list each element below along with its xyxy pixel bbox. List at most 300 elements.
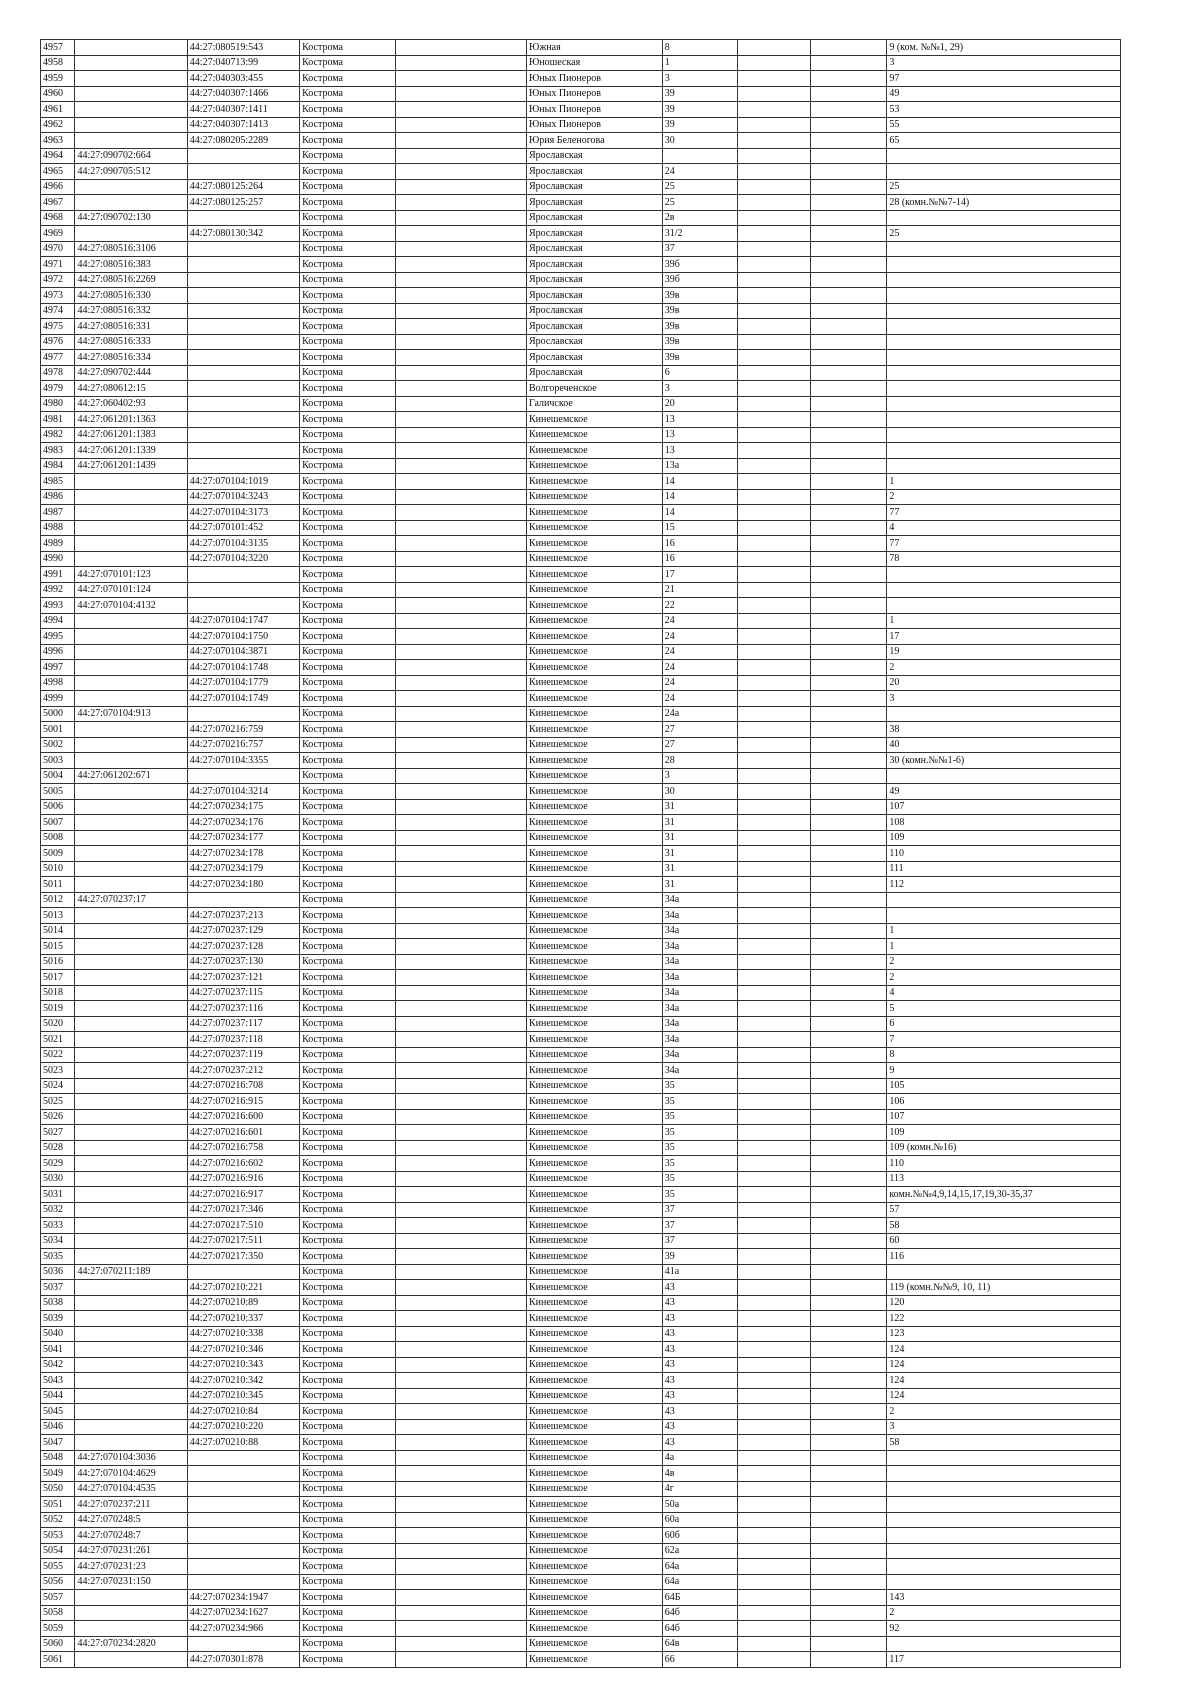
table-row bbox=[41, 1171, 1121, 1187]
apartment-cell bbox=[887, 706, 1121, 722]
house-number-cell bbox=[662, 148, 738, 164]
premises-cadastral-number-cell bbox=[187, 1543, 299, 1559]
apartment-cell: 1 bbox=[887, 474, 1121, 490]
premises-cadastral-number-cell: 44:27:040307:1466 bbox=[187, 86, 299, 102]
city-cell: Кострома bbox=[300, 1528, 396, 1544]
building-cell bbox=[738, 908, 810, 924]
table-row bbox=[41, 1466, 1121, 1482]
table-row bbox=[41, 892, 1121, 908]
house-number-cell: 24 bbox=[662, 691, 738, 707]
apartment-cell: 110 bbox=[887, 846, 1121, 862]
building-cell bbox=[738, 210, 810, 226]
apartment-cell: 1 bbox=[887, 939, 1121, 955]
building-cell bbox=[738, 86, 810, 102]
district-cell bbox=[395, 536, 526, 552]
city-cell: Кострома bbox=[300, 877, 396, 893]
street-cell: Кинешемское bbox=[527, 985, 663, 1001]
apartment-cell bbox=[887, 1543, 1121, 1559]
premises-cadastral-number-cell: 44:27:070210:220 bbox=[187, 1419, 299, 1435]
street-cell: Ярославская bbox=[527, 241, 663, 257]
building-cell bbox=[738, 427, 810, 443]
premises-cadastral-number-cell: 44:27:070104:3173 bbox=[187, 505, 299, 521]
apartment-cell bbox=[887, 1497, 1121, 1513]
table-row bbox=[41, 1419, 1121, 1435]
premises-cadastral-number-cell: 44:27:070217:346 bbox=[187, 1202, 299, 1218]
row-number-cell: 5028 bbox=[41, 1140, 75, 1156]
premises-cadastral-number-cell bbox=[187, 288, 299, 304]
table-row bbox=[41, 675, 1121, 691]
district-cell bbox=[395, 954, 526, 970]
building-cadastral-number-cell: 44:27:070101:123 bbox=[75, 567, 187, 583]
district-cell bbox=[395, 861, 526, 877]
house-number-cell: 13 bbox=[662, 443, 738, 459]
building-cell bbox=[738, 1125, 810, 1141]
apartment-cell bbox=[887, 1264, 1121, 1280]
city-cell: Кострома bbox=[300, 815, 396, 831]
city-cell: Кострома bbox=[300, 1202, 396, 1218]
structure-cell bbox=[810, 939, 887, 955]
building-cadastral-number-cell: 44:27:070104:913 bbox=[75, 706, 187, 722]
apartment-cell bbox=[887, 1559, 1121, 1575]
apartment-cell bbox=[887, 272, 1121, 288]
premises-cadastral-number-cell: 44:27:070104:3220 bbox=[187, 551, 299, 567]
building-cadastral-number-cell bbox=[75, 505, 187, 521]
street-cell: Кинешемское bbox=[527, 1094, 663, 1110]
building-cadastral-number-cell bbox=[75, 1280, 187, 1296]
house-number-cell: 14 bbox=[662, 505, 738, 521]
row-number-cell: 5013 bbox=[41, 908, 75, 924]
district-cell bbox=[395, 644, 526, 660]
district-cell bbox=[395, 303, 526, 319]
table-row bbox=[41, 877, 1121, 893]
premises-cadastral-number-cell bbox=[187, 892, 299, 908]
building-cell bbox=[738, 815, 810, 831]
structure-cell bbox=[810, 1016, 887, 1032]
district-cell bbox=[395, 675, 526, 691]
premises-cadastral-number-cell: 44:27:070104:1748 bbox=[187, 660, 299, 676]
table-row bbox=[41, 768, 1121, 784]
city-cell: Кострома bbox=[300, 722, 396, 738]
premises-cadastral-number-cell: 44:27:070237:119 bbox=[187, 1047, 299, 1063]
city-cell: Кострома bbox=[300, 629, 396, 645]
house-number-cell: 24 bbox=[662, 675, 738, 691]
building-cadastral-number-cell bbox=[75, 1357, 187, 1373]
city-cell: Кострома bbox=[300, 1264, 396, 1280]
structure-cell bbox=[810, 288, 887, 304]
apartment-cell bbox=[887, 427, 1121, 443]
apartment-cell bbox=[887, 443, 1121, 459]
apartment-cell bbox=[887, 396, 1121, 412]
row-number-cell: 5051 bbox=[41, 1497, 75, 1513]
city-cell: Кострома bbox=[300, 1218, 396, 1234]
district-cell bbox=[395, 381, 526, 397]
table-row bbox=[41, 1156, 1121, 1172]
city-cell: Кострома bbox=[300, 86, 396, 102]
building-cell bbox=[738, 1621, 810, 1637]
table-row bbox=[41, 861, 1121, 877]
apartment-cell: 78 bbox=[887, 551, 1121, 567]
table-row bbox=[41, 210, 1121, 226]
district-cell bbox=[395, 1109, 526, 1125]
premises-cadastral-number-cell: 44:27:070101:452 bbox=[187, 520, 299, 536]
building-cadastral-number-cell bbox=[75, 954, 187, 970]
building-cadastral-number-cell bbox=[75, 1590, 187, 1606]
house-number-cell: 1 bbox=[662, 55, 738, 71]
city-cell: Кострома bbox=[300, 846, 396, 862]
apartment-cell: 2 bbox=[887, 954, 1121, 970]
table-row bbox=[41, 970, 1121, 986]
structure-cell bbox=[810, 396, 887, 412]
row-number-cell: 4965 bbox=[41, 164, 75, 180]
structure-cell bbox=[810, 1528, 887, 1544]
building-cell bbox=[738, 272, 810, 288]
house-number-cell: 35 bbox=[662, 1156, 738, 1172]
table-row bbox=[41, 303, 1121, 319]
city-cell: Кострома bbox=[300, 1404, 396, 1420]
building-cadastral-number-cell: 44:27:070237:211 bbox=[75, 1497, 187, 1513]
building-cell bbox=[738, 1388, 810, 1404]
row-number-cell: 4966 bbox=[41, 179, 75, 195]
house-number-cell: 24 bbox=[662, 644, 738, 660]
city-cell: Кострома bbox=[300, 1233, 396, 1249]
structure-cell bbox=[810, 1264, 887, 1280]
apartment-cell bbox=[887, 241, 1121, 257]
building-cell bbox=[738, 102, 810, 118]
table-row bbox=[41, 1574, 1121, 1590]
table-row bbox=[41, 1218, 1121, 1234]
district-cell bbox=[395, 691, 526, 707]
table-row bbox=[41, 350, 1121, 366]
city-cell: Кострома bbox=[300, 179, 396, 195]
building-cell bbox=[738, 1001, 810, 1017]
city-cell: Кострома bbox=[300, 427, 396, 443]
building-cadastral-number-cell bbox=[75, 815, 187, 831]
structure-cell bbox=[810, 1140, 887, 1156]
structure-cell bbox=[810, 1357, 887, 1373]
row-number-cell: 4987 bbox=[41, 505, 75, 521]
city-cell: Кострома bbox=[300, 1621, 396, 1637]
apartment-cell bbox=[887, 1481, 1121, 1497]
building-cell bbox=[738, 892, 810, 908]
apartment-cell: 120 bbox=[887, 1295, 1121, 1311]
apartment-cell: 57 bbox=[887, 1202, 1121, 1218]
structure-cell bbox=[810, 737, 887, 753]
apartment-cell bbox=[887, 303, 1121, 319]
street-cell: Кинешемское bbox=[527, 1590, 663, 1606]
structure-cell bbox=[810, 613, 887, 629]
premises-cadastral-number-cell bbox=[187, 1528, 299, 1544]
premises-cadastral-number-cell bbox=[187, 1512, 299, 1528]
apartment-cell: 124 bbox=[887, 1357, 1121, 1373]
building-cell bbox=[738, 443, 810, 459]
building-cell bbox=[738, 195, 810, 211]
building-cadastral-number-cell bbox=[75, 1652, 187, 1668]
row-number-cell: 5029 bbox=[41, 1156, 75, 1172]
structure-cell bbox=[810, 691, 887, 707]
row-number-cell: 4992 bbox=[41, 582, 75, 598]
building-cadastral-number-cell bbox=[75, 1621, 187, 1637]
row-number-cell: 4995 bbox=[41, 629, 75, 645]
house-number-cell: 50а bbox=[662, 1497, 738, 1513]
house-number-cell: 60а bbox=[662, 1512, 738, 1528]
building-cell bbox=[738, 1435, 810, 1451]
row-number-cell: 4983 bbox=[41, 443, 75, 459]
city-cell: Кострома bbox=[300, 288, 396, 304]
apartment-cell: 113 bbox=[887, 1171, 1121, 1187]
building-cadastral-number-cell bbox=[75, 1187, 187, 1203]
street-cell: Кинешемское bbox=[527, 551, 663, 567]
premises-cadastral-number-cell bbox=[187, 427, 299, 443]
city-cell: Кострома bbox=[300, 644, 396, 660]
row-number-cell: 4998 bbox=[41, 675, 75, 691]
building-cadastral-number-cell: 44:27:060402:93 bbox=[75, 396, 187, 412]
city-cell: Кострома bbox=[300, 768, 396, 784]
city-cell: Кострома bbox=[300, 1373, 396, 1389]
table-row bbox=[41, 1590, 1121, 1606]
street-cell: Кинешемское bbox=[527, 1466, 663, 1482]
house-number-cell: 43 bbox=[662, 1435, 738, 1451]
premises-cadastral-number-cell: 44:27:070210:337 bbox=[187, 1311, 299, 1327]
row-number-cell: 4959 bbox=[41, 71, 75, 87]
row-number-cell: 5058 bbox=[41, 1605, 75, 1621]
district-cell bbox=[395, 1249, 526, 1265]
building-cell bbox=[738, 675, 810, 691]
building-cadastral-number-cell bbox=[75, 1202, 187, 1218]
row-number-cell: 5039 bbox=[41, 1311, 75, 1327]
premises-cadastral-number-cell bbox=[187, 272, 299, 288]
table-row bbox=[41, 1202, 1121, 1218]
table-row bbox=[41, 536, 1121, 552]
city-cell: Кострома bbox=[300, 551, 396, 567]
premises-cadastral-number-cell bbox=[187, 1574, 299, 1590]
house-number-cell: 35 bbox=[662, 1109, 738, 1125]
city-cell: Кострома bbox=[300, 1187, 396, 1203]
row-number-cell: 5057 bbox=[41, 1590, 75, 1606]
apartment-cell: 97 bbox=[887, 71, 1121, 87]
building-cadastral-number-cell: 44:27:070231:261 bbox=[75, 1543, 187, 1559]
property-register-table bbox=[40, 39, 1121, 1668]
building-cadastral-number-cell: 44:27:080516:332 bbox=[75, 303, 187, 319]
district-cell bbox=[395, 1094, 526, 1110]
house-number-cell: 35 bbox=[662, 1187, 738, 1203]
street-cell: Юрия Беленогова bbox=[527, 133, 663, 149]
building-cadastral-number-cell bbox=[75, 1295, 187, 1311]
building-cell bbox=[738, 1032, 810, 1048]
city-cell: Кострома bbox=[300, 257, 396, 273]
structure-cell bbox=[810, 706, 887, 722]
building-cadastral-number-cell bbox=[75, 551, 187, 567]
building-cell bbox=[738, 55, 810, 71]
district-cell bbox=[395, 582, 526, 598]
district-cell bbox=[395, 86, 526, 102]
house-number-cell: 35 bbox=[662, 1125, 738, 1141]
building-cadastral-number-cell: 44:27:070104:4535 bbox=[75, 1481, 187, 1497]
premises-cadastral-number-cell: 44:27:070104:1749 bbox=[187, 691, 299, 707]
premises-cadastral-number-cell: 44:27:070234:176 bbox=[187, 815, 299, 831]
row-number-cell: 4962 bbox=[41, 117, 75, 133]
building-cadastral-number-cell bbox=[75, 1047, 187, 1063]
building-cadastral-number-cell bbox=[75, 1016, 187, 1032]
building-cell bbox=[738, 505, 810, 521]
building-cadastral-number-cell: 44:27:061201:1339 bbox=[75, 443, 187, 459]
house-number-cell: 24 bbox=[662, 164, 738, 180]
building-cadastral-number-cell bbox=[75, 1435, 187, 1451]
apartment-cell: 19 bbox=[887, 644, 1121, 660]
structure-cell bbox=[810, 272, 887, 288]
house-number-cell: 60б bbox=[662, 1528, 738, 1544]
premises-cadastral-number-cell: 44:27:070237:128 bbox=[187, 939, 299, 955]
premises-cadastral-number-cell: 44:27:080519:543 bbox=[187, 40, 299, 56]
row-number-cell: 4994 bbox=[41, 613, 75, 629]
structure-cell bbox=[810, 1311, 887, 1327]
building-cell bbox=[738, 1528, 810, 1544]
premises-cadastral-number-cell: 44:27:070210:221 bbox=[187, 1280, 299, 1296]
table-row bbox=[41, 985, 1121, 1001]
street-cell: Кинешемское bbox=[527, 1187, 663, 1203]
district-cell bbox=[395, 768, 526, 784]
apartment-cell: 124 bbox=[887, 1373, 1121, 1389]
row-number-cell: 5046 bbox=[41, 1419, 75, 1435]
building-cadastral-number-cell bbox=[75, 1373, 187, 1389]
building-cadastral-number-cell bbox=[75, 226, 187, 242]
street-cell: Кинешемское bbox=[527, 443, 663, 459]
premises-cadastral-number-cell: 44:27:080130:342 bbox=[187, 226, 299, 242]
row-number-cell: 5019 bbox=[41, 1001, 75, 1017]
structure-cell bbox=[810, 1109, 887, 1125]
street-cell: Кинешемское bbox=[527, 846, 663, 862]
apartment-cell: 5 bbox=[887, 1001, 1121, 1017]
house-number-cell: 43 bbox=[662, 1342, 738, 1358]
house-number-cell: 64б bbox=[662, 1621, 738, 1637]
row-number-cell: 5032 bbox=[41, 1202, 75, 1218]
building-cadastral-number-cell bbox=[75, 799, 187, 815]
building-cadastral-number-cell bbox=[75, 1063, 187, 1079]
table-row bbox=[41, 241, 1121, 257]
street-cell: Волгореченское bbox=[527, 381, 663, 397]
building-cell bbox=[738, 117, 810, 133]
street-cell: Кинешемское bbox=[527, 1233, 663, 1249]
building-cell bbox=[738, 1357, 810, 1373]
table-row bbox=[41, 567, 1121, 583]
premises-cadastral-number-cell: 44:27:070217:510 bbox=[187, 1218, 299, 1234]
table-row bbox=[41, 1388, 1121, 1404]
apartment-cell: 17 bbox=[887, 629, 1121, 645]
house-number-cell: 27 bbox=[662, 737, 738, 753]
building-cadastral-number-cell bbox=[75, 985, 187, 1001]
premises-cadastral-number-cell bbox=[187, 598, 299, 614]
house-number-cell: 64б bbox=[662, 1605, 738, 1621]
district-cell bbox=[395, 939, 526, 955]
house-number-cell: 43 bbox=[662, 1373, 738, 1389]
table-row bbox=[41, 1311, 1121, 1327]
building-cell bbox=[738, 1094, 810, 1110]
premises-cadastral-number-cell: 44:27:070301:878 bbox=[187, 1652, 299, 1668]
apartment-cell: 58 bbox=[887, 1435, 1121, 1451]
city-cell: Кострома bbox=[300, 1156, 396, 1172]
structure-cell bbox=[810, 536, 887, 552]
district-cell bbox=[395, 1311, 526, 1327]
premises-cadastral-number-cell bbox=[187, 319, 299, 335]
district-cell bbox=[395, 985, 526, 1001]
apartment-cell: 7 bbox=[887, 1032, 1121, 1048]
building-cell bbox=[738, 629, 810, 645]
city-cell: Кострома bbox=[300, 1559, 396, 1575]
district-cell bbox=[395, 226, 526, 242]
table-row bbox=[41, 489, 1121, 505]
structure-cell bbox=[810, 877, 887, 893]
city-cell: Кострома bbox=[300, 1652, 396, 1668]
table-row bbox=[41, 458, 1121, 474]
district-cell bbox=[395, 551, 526, 567]
premises-cadastral-number-cell: 44:27:070216:600 bbox=[187, 1109, 299, 1125]
street-cell: Кинешемское bbox=[527, 1295, 663, 1311]
city-cell: Кострома bbox=[300, 55, 396, 71]
street-cell: Кинешемское bbox=[527, 970, 663, 986]
structure-cell bbox=[810, 1435, 887, 1451]
structure-cell bbox=[810, 55, 887, 71]
premises-cadastral-number-cell: 44:27:080125:264 bbox=[187, 179, 299, 195]
structure-cell bbox=[810, 1047, 887, 1063]
district-cell bbox=[395, 1342, 526, 1358]
apartment-cell: 107 bbox=[887, 1109, 1121, 1125]
street-cell: Кинешемское bbox=[527, 1543, 663, 1559]
street-cell: Кинешемское bbox=[527, 582, 663, 598]
building-cell bbox=[738, 691, 810, 707]
city-cell: Кострома bbox=[300, 660, 396, 676]
city-cell: Кострома bbox=[300, 1109, 396, 1125]
building-cell bbox=[738, 551, 810, 567]
building-cell bbox=[738, 1497, 810, 1513]
apartment-cell: 124 bbox=[887, 1388, 1121, 1404]
table-row bbox=[41, 396, 1121, 412]
apartment-cell: 77 bbox=[887, 505, 1121, 521]
street-cell: Кинешемское bbox=[527, 1047, 663, 1063]
apartment-cell: 106 bbox=[887, 1094, 1121, 1110]
apartment-cell bbox=[887, 1450, 1121, 1466]
premises-cadastral-number-cell: 44:27:070217:350 bbox=[187, 1249, 299, 1265]
district-cell bbox=[395, 1574, 526, 1590]
district-cell bbox=[395, 1636, 526, 1652]
apartment-cell: 6 bbox=[887, 1016, 1121, 1032]
table-row bbox=[41, 1512, 1121, 1528]
structure-cell bbox=[810, 226, 887, 242]
row-number-cell: 4984 bbox=[41, 458, 75, 474]
house-number-cell: 39 bbox=[662, 86, 738, 102]
district-cell bbox=[395, 1590, 526, 1606]
district-cell bbox=[395, 1388, 526, 1404]
city-cell: Кострома bbox=[300, 1249, 396, 1265]
street-cell: Кинешемское bbox=[527, 1357, 663, 1373]
apartment-cell: 109 (комн.№16) bbox=[887, 1140, 1121, 1156]
apartment-cell: 9 (ком. №№1, 29) bbox=[887, 40, 1121, 56]
premises-cadastral-number-cell bbox=[187, 706, 299, 722]
row-number-cell: 5041 bbox=[41, 1342, 75, 1358]
premises-cadastral-number-cell bbox=[187, 1636, 299, 1652]
district-cell bbox=[395, 1559, 526, 1575]
street-cell: Кинешемское bbox=[527, 1559, 663, 1575]
house-number-cell: 34а bbox=[662, 1032, 738, 1048]
structure-cell bbox=[810, 1156, 887, 1172]
row-number-cell: 4997 bbox=[41, 660, 75, 676]
row-number-cell: 5009 bbox=[41, 846, 75, 862]
row-number-cell: 4981 bbox=[41, 412, 75, 428]
street-cell: Кинешемское bbox=[527, 1512, 663, 1528]
house-number-cell: 62а bbox=[662, 1543, 738, 1559]
row-number-cell: 4974 bbox=[41, 303, 75, 319]
street-cell: Кинешемское bbox=[527, 1450, 663, 1466]
city-cell: Кострома bbox=[300, 1450, 396, 1466]
city-cell: Кострома bbox=[300, 737, 396, 753]
